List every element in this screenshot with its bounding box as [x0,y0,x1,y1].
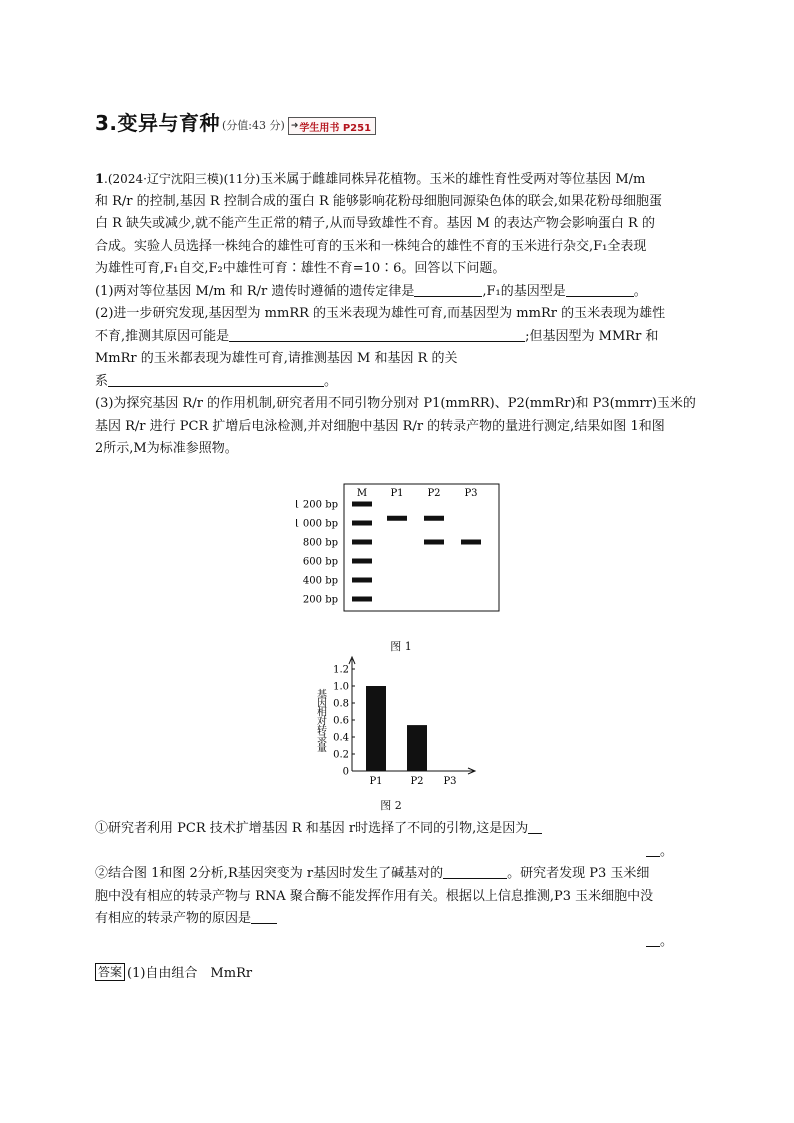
x-tick-label: P3 [443,776,457,787]
q-ii-text: 。 [659,933,673,949]
q-ii-line [95,908,695,931]
lane-label-p3: P3 [464,488,478,499]
figure-2 [310,653,480,813]
subquestion-1 [95,281,695,304]
figure-2-caption: 图 2 [380,799,402,812]
q-i-text: ①研究者利用 PCR 技术扩增基因 R 和基因 r时选择了不同的引物,这是因为 [95,821,529,836]
stem-line: 白 R 缺失或减少,就不能产生正常的精子,从而导致雄性不育。基因 M 的表达产物会影响蛋白 R 的 [95,216,655,231]
q-ii-text: 。研究者发现 P3 玉米细 [507,866,650,881]
answer-text: (1)自由组合 MmRr [127,966,253,981]
ladder-band [352,502,372,507]
stem-line [95,168,695,191]
sub2-text: 不育,推测其原因可能是 [95,328,230,344]
ladder-band [352,559,372,564]
q-ii-text: ②结合图 1和图 2分析,R基因突变为 r基因时发生了碱基对的 [95,866,444,881]
sub1-text: ,F₁的基因型是 [482,283,566,299]
y-axis-label: 基因相对转录量 [314,688,326,752]
answer-blank[interactable] [646,842,660,857]
sub1-text: 。 [633,283,647,299]
section-header [95,107,376,136]
sub2-text: 系 [95,373,109,389]
sample-band-p2 [424,540,444,545]
ladder-label: 1 000 bp [296,518,338,530]
stem-text: 玉米属于雌雄同株异花植物。玉米的雄性育性受两对等位基因 M/m [260,172,646,187]
answer-label: 答案 [95,963,125,981]
subquestion-3-line: (3)为探究基因 R/r 的作用机制,研究者用不同引物分别对 P1(mmRR)、P2(mmRr)和 P3(mmrr)玉米的 [95,396,696,411]
book-reference-badge[interactable] [288,117,376,135]
lane-label-p1: P1 [390,488,404,499]
q-i-line [95,818,695,841]
x-tick-label: P2 [410,776,424,787]
section-title: 3.变异与育种 [95,111,221,135]
ladder-label: 1 200 bp [296,499,338,511]
answer-blank[interactable] [566,282,634,297]
figure-1 [296,482,506,654]
y-tick-label: 0.2 [333,749,349,761]
q-ii-line: 胞中没有相应的转录产物与 RNA 聚合酶不能发挥作用有关。根据以上信息推测,P3 玉米细胞中没 [95,888,654,904]
ladder-label: 600 bp [302,556,338,568]
q-i-line [95,841,695,864]
bar-p2 [407,725,427,771]
subquestion-2-line: (2)进一步研究发现,基因型为 mmRR 的玉米表现为雄性可育,而基因型为 mmRr 的玉米表现为雄性 [95,306,666,321]
q-ii-text: 有相应的转录产物的原因是 [95,911,252,926]
answer-blank[interactable] [443,864,507,879]
gel-electrophoresis-figure [296,482,506,632]
answer-blank[interactable] [108,372,324,387]
sub1-text: (1)两对等位基因 M/m 和 R/r 遗传时遵循的遗传定律是 [95,283,415,299]
y-tick-label: 1.2 [333,664,349,676]
stem-line: 合成。实验人员选择一株纯合的雄性可育的玉米和一株纯合的雄性不育的玉米进行杂交,F₁全表现 [95,238,647,254]
y-tick-label: 0.4 [333,732,349,744]
y-tick-label: 0.8 [333,698,349,710]
bar-chart [310,653,480,793]
lane-label-p2: P2 [427,488,441,499]
answer-row [95,962,252,981]
arrow-right-icon: ➜ [290,121,299,131]
subquestion-2-line [95,371,695,394]
ladder-band [352,578,372,583]
question-part-3 [95,818,695,953]
question-number: 1 [95,172,105,187]
answer-blank[interactable] [646,932,660,947]
answer-blank[interactable] [251,909,277,924]
y-tick-label: 0 [342,766,349,778]
subquestion-3-line: 2所示,M为标准参照物。 [95,441,238,456]
figure-1-caption: 图 1 [390,640,412,653]
answer-blank[interactable] [528,819,542,834]
subquestion-2-line [95,326,695,349]
ladder-band [352,540,372,545]
book-reference-label: 学生用书 P251 [299,122,372,134]
answer-blank[interactable] [414,282,482,297]
ladder-label: 200 bp [302,594,338,606]
ladder-label: 800 bp [302,537,338,549]
subquestion-2-line: MmRr 的玉米都表现为雄性可育,请推测基因 M 和基因 R 的关 [95,351,458,366]
answer-blank[interactable] [229,327,525,342]
ladder-band [352,597,372,602]
bar-p1 [366,686,386,771]
question-stem [95,168,695,461]
stem-line: 为雄性可育,F₁自交,F₂中雄性可育∶雄性不育=10∶6。回答以下问题。 [95,261,506,276]
lane-label-m: M [356,488,368,499]
score-note: (分值:43 分) [222,119,285,132]
sample-band-p2 [424,516,444,521]
y-tick-label: 0.6 [333,715,349,727]
q-ii-line [95,931,695,954]
question-source: .(2024·辽宁沈阳三模)(11分) [104,172,261,186]
sample-band-p3 [461,540,481,545]
q-ii-line [95,863,695,886]
subquestion-3-line: 基因 R/r 进行 PCR 扩增后电泳检测,并对细胞中基因 R/r 的转录产物的量进行测定,结果如图 1和图 [95,418,665,434]
y-tick-label: 1.0 [333,681,349,693]
sample-band-p1 [387,516,407,521]
sub2-text: 。 [324,373,338,389]
ladder-band [352,521,372,526]
x-tick-label: P1 [369,776,383,787]
sub2-text: ;但基因型为 MMRr 和 [525,328,659,344]
stem-line: 和 R/r 的控制,基因 R 控制合成的蛋白 R 能够影响花粉母细胞同源染色体的联会,如果花粉母细胞蛋 [95,193,663,209]
ladder-label: 400 bp [302,575,338,587]
q-i-text: 。 [659,843,673,859]
